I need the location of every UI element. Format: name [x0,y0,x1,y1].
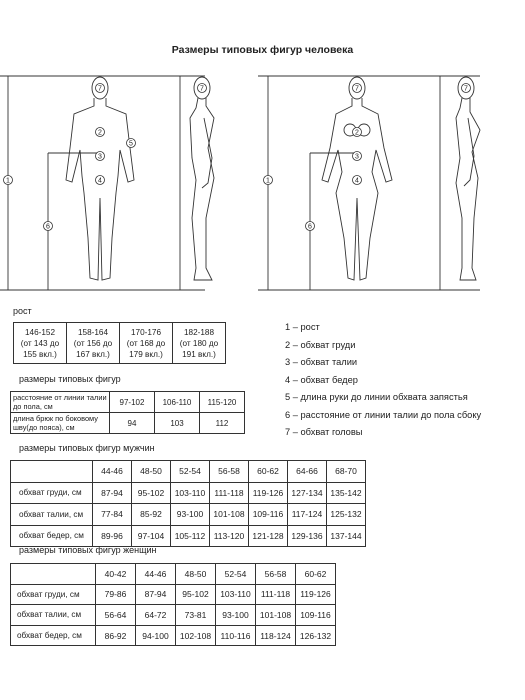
svg-text:2: 2 [98,129,102,137]
page-title: Размеры типовых фигур человека [171,44,354,56]
svg-text:4: 4 [355,177,359,185]
measurement-legend [285,319,481,442]
female-side-figure [456,77,480,280]
height-cell: 158-164 (от 156 до 167 вкл.) [67,323,120,364]
svg-text:4: 4 [98,177,102,185]
legend-item: 5 – длина руки до линии обхвата запястья [285,392,468,402]
table-row: расстояние от линии талии до пола, см 97-102 106-110 115-120 [11,392,245,413]
legend-item: 2 – обхват груди [285,339,356,350]
table-row: обхват бедер, см 89-96 97-104 105-112 113-120 121-128 129-136 137-144 [11,525,366,547]
table-row: обхват талии, см 77-84 85-92 93-100 101-108 109-116 117-124 125-132 [11,504,366,526]
svg-text:3: 3 [98,153,102,161]
svg-text:7: 7 [98,85,102,93]
height-section-label: рост [13,306,32,316]
men-sizes-table [10,460,366,547]
height-cell: 146-152 (от 143 до 155 вкл.) [14,323,67,364]
svg-text:6: 6 [308,223,312,231]
typical-section-label: размеры типовых фигур [19,374,121,384]
table-row: обхват талии, см 56-64 64-72 73-81 93-100 101-108 109-116 [11,605,336,626]
legend-item: 3 – обхват талии [285,357,358,367]
svg-text:1: 1 [266,177,270,185]
table-header-row: 40-42 44-46 48-50 52-54 56-58 60-62 [11,564,336,585]
women-sizes-table [10,563,336,646]
legend-item: 4 – обхват бедер [285,374,358,385]
svg-text:2: 2 [355,129,359,137]
body-figures-illustration [0,68,525,293]
legend-item: 6 – расстояние от линии талии до пола сбоку [285,409,482,420]
svg-text:5: 5 [129,140,133,148]
men-section-label: размеры типовых фигур мужчин [19,443,155,453]
legend-item: 7 – обхват головы [285,427,363,437]
svg-text:7: 7 [200,85,204,93]
women-section-label: размеры типовых фигур женщин [19,545,157,555]
table-row: длина брюк по боковому шву(до пояса), см 94 103 112 [11,413,245,434]
svg-text:6: 6 [46,223,50,231]
table-row: обхват груди, см 79-86 87-94 95-102 103-110 111-118 119-126 [11,584,336,605]
svg-text:1: 1 [6,177,10,185]
svg-text:7: 7 [464,85,468,93]
height-table [13,322,226,364]
legend-item: 1 – рост [285,322,320,332]
table-row: обхват груди, см 87-94 95-102 103-110 111-118 119-126 127-134 135-142 [11,482,366,504]
svg-text:3: 3 [355,153,359,161]
height-cell: 182-188 (от 180 до 191 вкл.) [173,323,226,364]
typical-table [10,391,245,434]
male-side-figure [190,77,214,280]
table-header-row: 44-46 48-50 52-54 56-58 60-62 64-66 68-70 [11,461,366,483]
height-cell: 170-176 (от 168 до 179 вкл.) [120,323,173,364]
table-row: обхват бедер, см 86-92 94-100 102-108 110-116 118-124 126-132 [11,625,336,646]
svg-text:7: 7 [355,85,359,93]
